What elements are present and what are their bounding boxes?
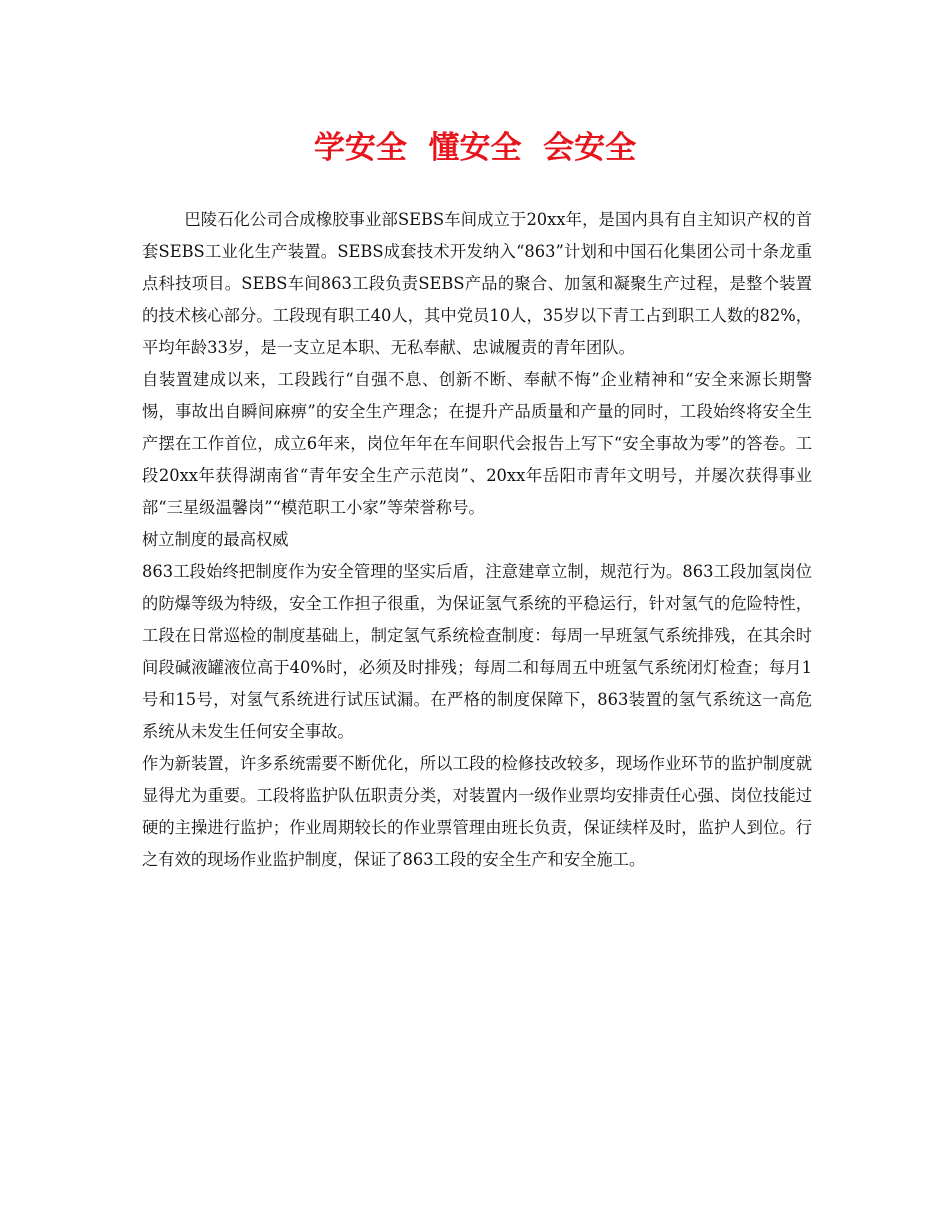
paragraph-hydrogen-rules: 863工段始终把制度作为安全管理的坚实后盾，注意建章立制，规范行为。863工段加氢岗位的防爆等级为特级，安全工作担子很重，为保证氢气系统的平稳运行，针对氢气的危险特性，工段在日常巡检的制度基础上，制定氢气系统检查制度：每周一早班氢气系统排残，在其余时间段碱液罐液位高于40%时，必须及时排残；每周二和每周五中班氢气系统闭灯检查；每月1号和15号，对氢气系统进行试压试漏。在严格的制度保障下，863装置的氢气系统这一高危系统从未发生任何安全事故。: [142, 562, 812, 741]
document-title: 学安全 懂安全 会安全: [313, 130, 637, 166]
paragraph-intro: 巴陵石化公司合成橡胶事业部SEBS车间成立于20xx年，是国内具有自主知识产权的首套SEBS工业化生产装置。SEBS成套技术开发纳入“863”计划和中国石化集团公司十条龙重点科技项目。SEBS车间863工段负责SEBS产品的聚合、加氢和凝聚生产过程，是整个装置的技术核心部分。工段现有职工40人，其中党员10人，35岁以下青工占到职工人数的82%，平均年龄33岁，是一支立足本职、无私奉献、忠诚履责的青年团队。: [142, 210, 812, 357]
paragraph-supervision: 作为新装置，许多系统需要不断优化，所以工段的检修技改较多，现场作业环节的监护制度就显得尤为重要。工段将监护队伍职责分类，对装置内一级作业票均安排责任心强、岗位技能过硬的主操进行监护；作业周期较长的作业票管理由班长负责，保证续样及时，监护人到位。行之有效的现场作业监护制度，保证了863工段的安全生产和安全施工。: [142, 754, 812, 869]
document-body: [142, 204, 812, 876]
paragraph-achievements: 自装置建成以来，工段践行“自强不息、创新不断、奉献不悔”企业精神和“安全来源长期警惕，事故出自瞬间麻痹”的安全生产理念；在提升产品质量和产量的同时，工段始终将安全生产摆在工作首位，成立6年来，岗位年年在车间职代会报告上写下“安全事故为零”的答卷。工段20xx年获得湖南省“青年安全生产示范岗”、20xx年岳阳市青年文明号，并屡次获得事业部“三星级温馨岗”“模范职工小家”等荣誉称号。: [142, 370, 812, 517]
section-heading: 树立制度的最高权威: [142, 530, 289, 549]
